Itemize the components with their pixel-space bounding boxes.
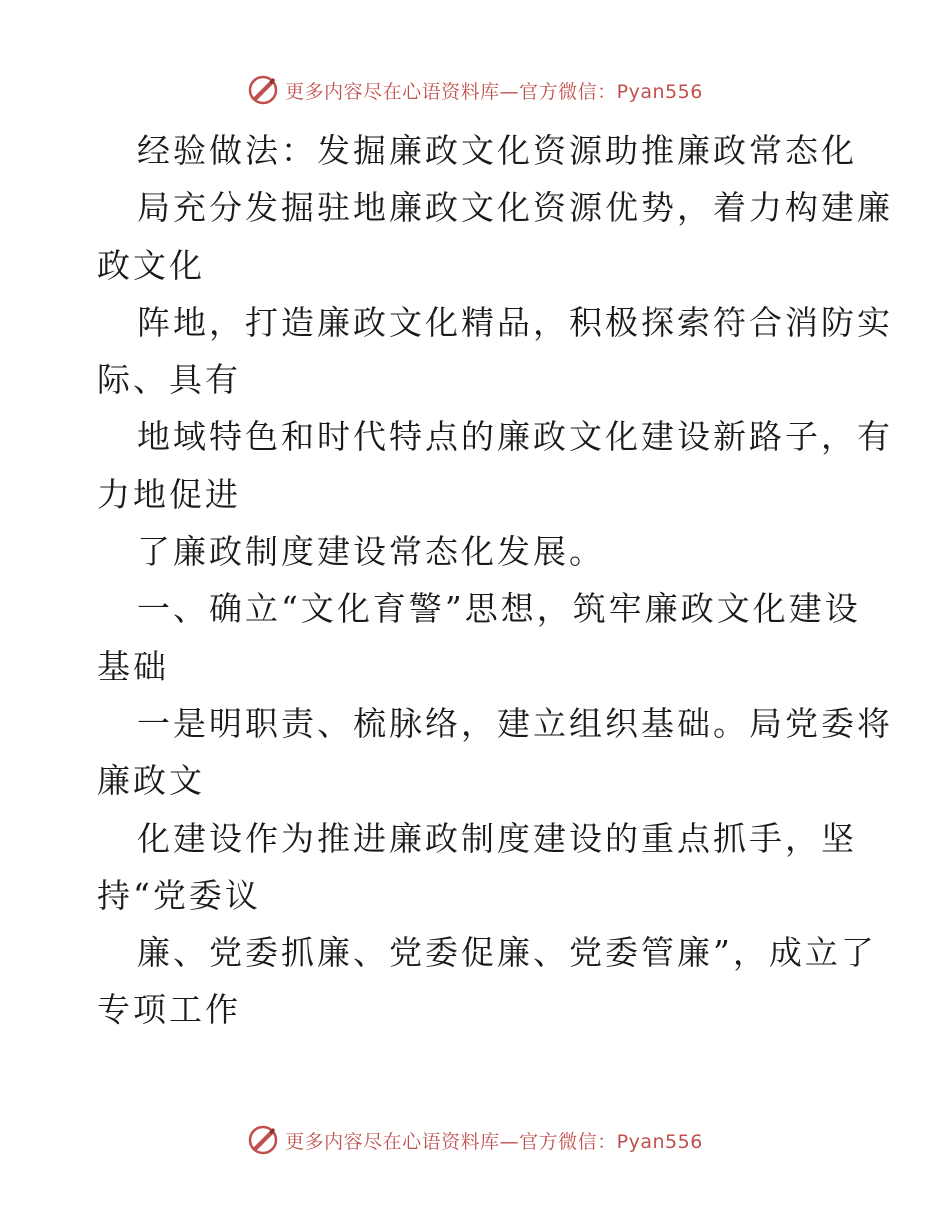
doc-line: 经验做法：发掘廉政文化资源助推廉政常态化 [137, 131, 857, 170]
doc-line: 专项工作 [97, 990, 241, 1030]
pen-circle-logo-icon [247, 1124, 279, 1156]
doc-line: 局充分发掘驻地廉政文化资源优势，着力构建廉 [137, 188, 893, 228]
document-body [97, 122, 893, 1039]
doc-line: 力地促进 [97, 474, 241, 514]
doc-line: 际、具有 [97, 360, 241, 400]
doc-line: 廉政文 [97, 761, 205, 801]
doc-line: 一、确立“文化育警”思想，筑牢廉政文化建设 [137, 589, 861, 629]
header-banner [0, 70, 950, 110]
header-banner-text: 更多内容尽在心语资料库—官方微信：Pyan556 [285, 80, 703, 103]
doc-line: 化建设作为推进廉政制度建设的重点抓手，坚 [137, 818, 857, 858]
doc-line: 基础 [97, 646, 169, 686]
footer-banner [0, 1120, 950, 1160]
doc-line: 地域特色和时代特点的廉政文化建设新路子，有 [137, 417, 893, 457]
doc-line: 廉、党委抓廉、党委促廉、党委管廉”，成立了 [137, 933, 877, 973]
footer-banner-text: 更多内容尽在心语资料库—官方微信：Pyan556 [285, 1130, 703, 1153]
doc-line: 阵地，打造廉政文化精品，积极探索符合消防实 [137, 302, 893, 342]
doc-line: 持“党委议 [97, 875, 261, 915]
doc-line: 了廉政制度建设常态化发展。 [137, 532, 605, 572]
doc-line: 一是明职责、梳脉络，建立组织基础。局党委将 [137, 703, 893, 743]
doc-line: 政文化 [97, 245, 205, 285]
pen-circle-logo-icon [247, 74, 279, 106]
